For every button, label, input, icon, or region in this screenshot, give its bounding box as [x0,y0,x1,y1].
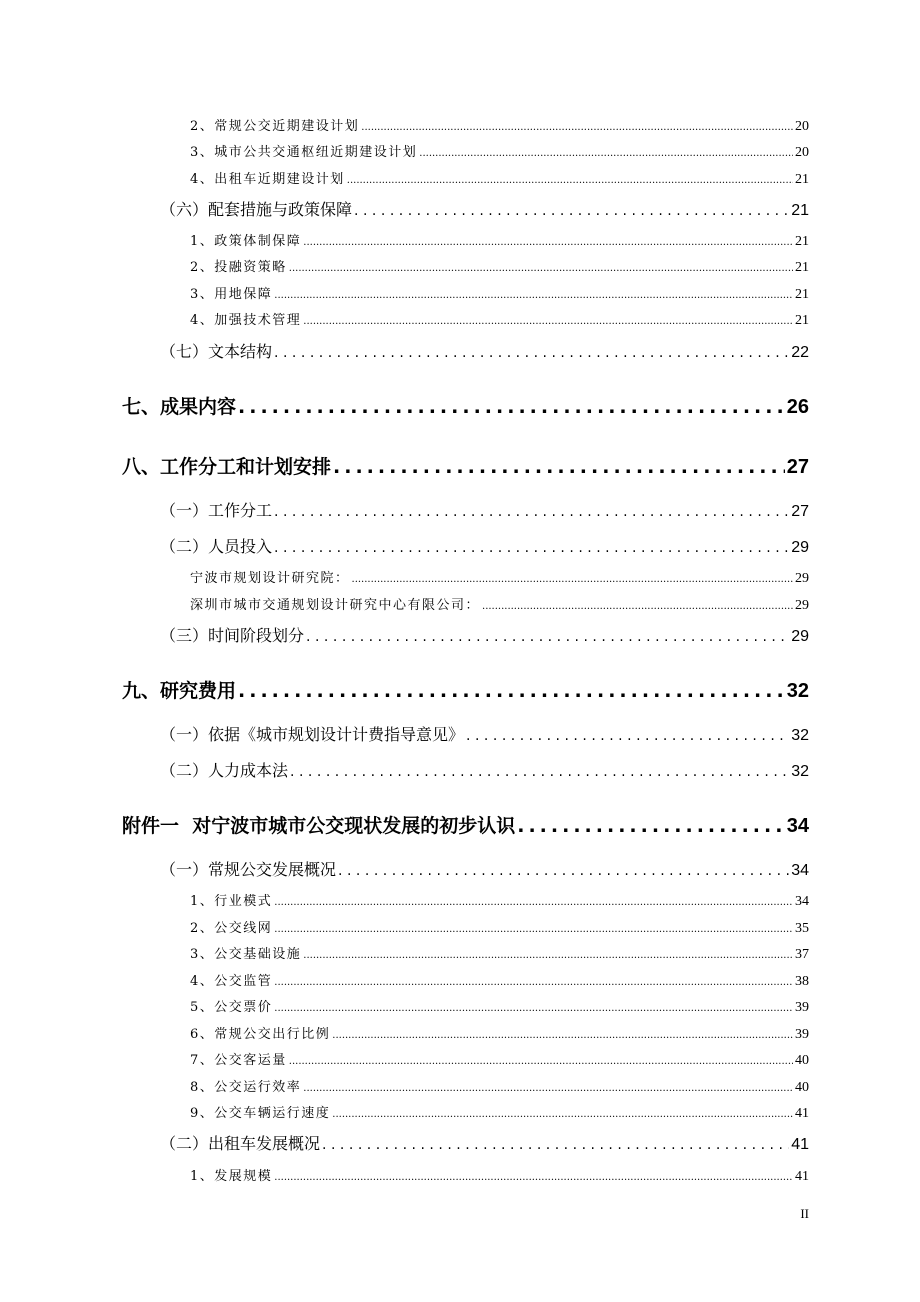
dot-leader [274,345,789,361]
dot-leader [274,1003,793,1014]
toc-entry-title: 深圳市城市交通规划设计研究中心有限公司： [190,598,481,613]
dot-leader [303,237,793,248]
toc-entry[interactable] [160,534,809,557]
dot-leader [289,263,793,274]
toc-entry-title: 2、公交线网 [190,921,273,936]
toc-entry-title: （七）文本结构 [160,342,273,361]
toc-entry-title: （二）人员投入 [160,537,273,556]
toc-entry-title: 宁波市规划设计研究院： [190,571,350,586]
toc-entry[interactable] [190,283,809,303]
toc-entry-page: 27 [786,456,809,478]
toc-entry[interactable] [122,452,809,479]
toc-entry-page: 41 [791,1136,809,1153]
toc-entry[interactable] [122,811,809,838]
dot-leader [361,122,793,133]
toc-entry[interactable] [190,230,809,250]
toc-entry[interactable] [190,1102,809,1122]
toc-entry-title: （二）人力成本法 [160,761,289,780]
dot-leader [274,540,789,556]
toc-entry-page: 21 [795,172,809,187]
toc-entry-title: 3、城市公共交通枢纽近期建设计划 [190,145,418,160]
toc-entry-title: 1、发展规模 [190,1169,273,1184]
toc-entry[interactable] [190,1165,809,1185]
toc-entry-title: 4、出租车近期建设计划 [190,172,345,187]
toc-entry-title: （一）依据《城市规划设计计费指导意见》 [160,725,465,744]
toc-entry[interactable] [160,857,809,880]
dot-leader [322,1137,789,1153]
toc-entry-title: 2、投融资策略 [190,260,287,275]
toc-entry[interactable] [122,676,809,703]
toc-entry-title: 7、公交客运量 [190,1053,287,1068]
toc-entry[interactable] [160,1131,809,1154]
toc-entry-page: 41 [795,1169,809,1184]
toc-entry-page: 29 [795,571,809,586]
dot-leader [274,1172,793,1183]
dot-leader [352,574,793,585]
toc-entry-page: 21 [795,313,809,328]
dot-leader [303,950,793,961]
toc-entry[interactable] [160,722,809,745]
dot-leader [332,1109,793,1120]
dot-leader [238,680,785,702]
toc-entry-page: 40 [795,1080,809,1095]
toc-entry-title: （三）时间阶段划分 [160,626,305,645]
toc-entry-page: 29 [795,598,809,613]
toc-entry-page: 32 [791,763,809,780]
toc-entry-title: （二）出租车发展概况 [160,1134,321,1153]
toc-entry-title: 八、工作分工和计划安排 [122,456,332,478]
toc-entry-page: 39 [795,1000,809,1015]
toc-entry[interactable] [190,1023,809,1043]
toc-entry-title: 1、行业模式 [190,894,273,909]
toc-entry[interactable] [190,970,809,990]
toc-entry-title: 附件一 对宁波市城市公交现状发展的初步认识 [122,815,516,837]
toc-entry-title: 七、成果内容 [122,396,237,418]
toc-entry-page: 41 [795,1106,809,1121]
page-number: II [800,1206,809,1221]
toc-entry-title: （一）常规公交发展概况 [160,860,337,879]
dot-leader [274,977,793,988]
toc-entry-page: 38 [795,974,809,989]
toc-entry-page: 32 [786,680,809,702]
toc-entry-title: （一）工作分工 [160,501,273,520]
toc-entry[interactable] [190,309,809,329]
toc-entry-page: 34 [795,894,809,909]
toc-entry-title: 9、公交车辆运行速度 [190,1106,331,1121]
toc-entry-title: 6、常规公交出行比例 [190,1027,331,1042]
toc-entry-title: 2、常规公交近期建设计划 [190,119,360,134]
dot-leader [274,924,793,935]
toc-entry-page: 21 [791,202,809,219]
toc-entry-page: 29 [791,628,809,645]
dot-leader [354,203,789,219]
dot-leader [303,316,793,327]
dot-leader [289,1056,793,1067]
toc-entry-page: 37 [795,947,809,962]
toc-entry[interactable] [190,115,809,135]
toc-entry-page: 21 [795,234,809,249]
toc-entry[interactable] [160,339,809,362]
dot-leader [347,175,793,186]
toc-entry[interactable] [160,758,809,781]
toc-entry-title: 3、公交基础设施 [190,947,302,962]
toc-entry-title: 3、用地保障 [190,287,273,302]
dot-leader [338,863,789,879]
toc-entry[interactable] [190,567,809,587]
dot-leader [290,764,789,780]
dot-leader [274,504,789,520]
toc-entry[interactable] [190,168,809,188]
toc-entry[interactable] [190,256,809,276]
dot-leader [419,148,793,159]
dot-leader [238,396,785,418]
toc-entry[interactable] [190,1049,809,1069]
toc-entry[interactable] [160,623,809,646]
dot-leader [333,456,785,478]
toc-entry-page: 21 [795,287,809,302]
dot-leader [466,728,789,744]
toc-entry-title: （六）配套措施与政策保障 [160,200,353,219]
toc-entry-page: 32 [791,727,809,744]
toc-entry[interactable] [190,917,809,937]
toc-entry[interactable] [190,996,809,1016]
toc-entry[interactable] [190,943,809,963]
toc-entry-page: 29 [791,539,809,556]
toc-entry-title: 8、公交运行效率 [190,1080,302,1095]
dot-leader [306,629,789,645]
dot-leader [482,601,793,612]
toc-entry[interactable] [190,1076,809,1096]
dot-leader [332,1030,793,1041]
toc-entry-page: 27 [791,503,809,520]
toc-entry-page: 22 [791,344,809,361]
dot-leader [274,290,793,301]
toc-entry-title: 1、政策体制保障 [190,234,302,249]
toc-entry-page: 35 [795,921,809,936]
toc-entry[interactable] [190,890,809,910]
toc-entry-title: 九、研究费用 [122,680,237,702]
toc-entry-page: 39 [795,1027,809,1042]
toc-entry-title: 4、加强技术管理 [190,313,302,328]
dot-leader [303,1083,793,1094]
dot-leader [274,897,793,908]
toc-entry-page: 34 [791,862,809,879]
toc-entry-page: 40 [795,1053,809,1068]
toc-entry-page: 20 [795,145,809,160]
toc-entry[interactable] [190,141,809,161]
toc-entry[interactable] [190,594,809,614]
toc-entry[interactable] [160,498,809,521]
toc-entry-title: 5、公交票价 [190,1000,273,1015]
toc-entry-page: 20 [795,119,809,134]
toc-entry-page: 26 [786,396,809,418]
toc-entry-page: 34 [786,815,809,837]
toc-entry[interactable] [122,392,809,419]
dot-leader [517,815,785,837]
toc-entry[interactable] [160,197,809,220]
toc-entry-title: 4、公交监管 [190,974,273,989]
toc-entry-page: 21 [795,260,809,275]
